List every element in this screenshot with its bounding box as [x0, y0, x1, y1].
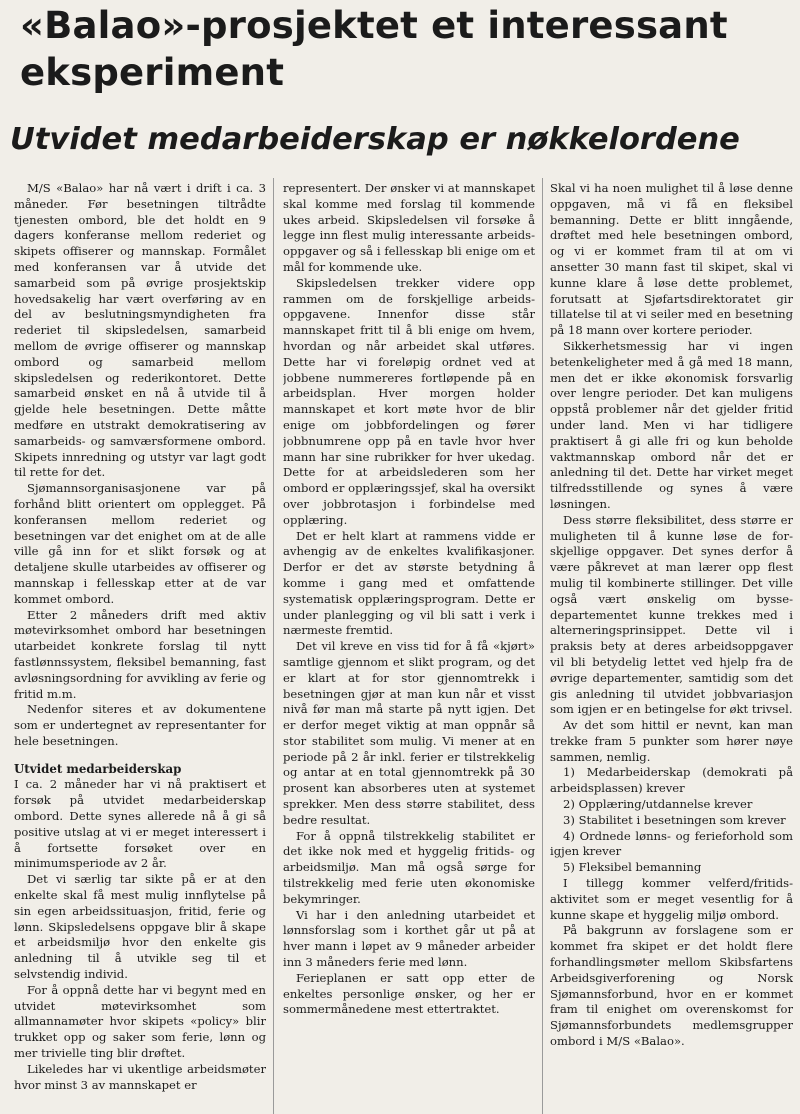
- column-divider: [273, 178, 274, 1114]
- list-item: 4) Ordnede lønns- og ferieforhold som igjen krever: [550, 828, 793, 859]
- paragraph: Skipsledelsen trekker videre opp rammen om de forskjellige arbeidsoppgavene. Innenfor disse står mannskapet fritt til å bli enige om hvem, hvordan og når arbeidet skal utføres. Dette har vi foreløpig ordnet ved at jobbene nummereres fortløpende på en arbeidsplan. Hver morgen holder mannskapet et kort møte hvor de blir enige om jobbfordelingen og fører jobbnumrene opp på en tavle hvor hver mann har sine rubrikker for hver ukedag. Dette for at arbeidslederen som her ombord er opplæringssjef, skal ha oversikt over jobbrotasjon i forbindelse med opplæring.: [283, 275, 535, 527]
- article-column-1: [14, 181, 266, 1111]
- section-heading: Utvidet medarbeiderskap: [14, 761, 182, 776]
- title-line-1: «Balao»-prosjektet et interessant: [20, 4, 728, 47]
- paragraph: Det vi særlig tar sikte på er at den enkelte skal få mest mulig innflytelse på sin egen arbeidssituasjon, fritid, ferie og lønn. Skipsledelsens oppgave blir å skape et arbeidsmiljø hvor den enkelte gis anledning til å utvikle seg til et selvstendig individ.: [14, 872, 266, 982]
- paragraph: For å oppnå dette har vi begynt med en utvidet møtevirksomhet som allmannamøter hvor skipets «policy» blir trukket opp og saker som ferie, lønn og mer trivielle ting blir drøftet.: [14, 982, 266, 1061]
- article-title: [20, 2, 800, 96]
- column-divider: [542, 178, 543, 1114]
- article-column-2: [283, 181, 535, 1111]
- paragraph: I ca. 2 måneder har vi nå praktisert et forsøk på utvidet medarbeiderskap ombord. Dette synes allerede nå å gi så positive utslag at vi er meget interessert i å fortsette forsøket over en minimumsperiode av 2 år.: [14, 777, 266, 871]
- list-item: 5) Fleksibel bemanning: [563, 860, 702, 875]
- paragraph: I tillegg kommer velferd/fritidsaktivitet som er meget vesentlig for å kunne skape et hyggelig miljø ombord.: [550, 876, 793, 922]
- paragraph: Det vil kreve en viss tid for å få «kjørt» samtlige gjennom et slikt program, og det er klart at for stor gjennomtrekk i besetningen gjør at man kun når et visst nivå før man må starte på nytt igjen. Det er derfor meget viktig at man oppnår så stor stabilitet som mulig. Vi mener at en periode på 2 år inkl. ferier er tilstrekkelig og antar at en total gjennomtrekk på 30 prosent kan absorberes uten at systemet sprekker. Men dess større stabilitet, dess bedre resultat.: [283, 639, 535, 827]
- paragraph: Likeledes har vi ukentlige arbeidsmøter hvor minst 3 av mannskapet er: [14, 1061, 266, 1092]
- paragraph: Vi har i den anledning utarbeidet et lønnsforslag som i korthet går ut på at hver mann i løpet av 9 måneder arbeider inn 3 måneders ferie med lønn.: [283, 907, 535, 970]
- paragraph: På bakgrunn av forslagene som er kommet fra skipet er det holdt flere forhandlingsmøter mellom Skibsfartens Arbeidsgiverforening og Norsk Sjømannsforbund, hvor en er kommet fram til enighet om overenskomst for Sjømannsforbundets medlemsgrupper ombord i M/S «Balao».: [550, 923, 793, 1049]
- paragraph: M/S «Balao» har nå vært i drift i ca. 3 måneder. Før besetningen tiltrådte tjenesten ombord, ble det holdt en 9 dagers konferanse mellom rederiet og skipets offiserer og mannskap. Formålet med konferansen var å utvide det samarbeid som på øvrige prosjektskip hovedsakelig har vært overføring av en del av beslutningsmyndigheten fra rederiet til skipsledelsen, samarbeid mellom de øvrige offiserer og mannskap ombord og samarbeid mellom skipsledelsen og rederikontoret. Dette samarbeid ønsket en nå å utvide til å gjelde hele besetningen. Dette måtte medføre en utstrakt demokratisering av samarbeids- og samværsformene ombord. Skipets innredning og utstyr var lagt godt til rette for det.: [14, 181, 266, 480]
- paragraph: Dess større fleksibilitet, dess større er muligheten til å kunne løse de forskjellige oppgaver. Det synes derfor å være påkrevet at man lærer opp flest mulig til kombinerte stillinger. Det ville også vært ønskelig om byssedepartementet kunne trekkes med i alterneringsprinsippet. Dette vil i praksis bety at deres arbeidsoppgaver vil bli betydelig lettet ved hjelp fra de øvrige departementer, samtidig som det gis anledning til utvidet jobbvariasjon som igjen er en betingelse for økt trivsel.: [550, 512, 793, 717]
- article-subtitle: Utvidet medarbeiderskap er nøkkelordene: [10, 122, 740, 157]
- points-list: [550, 765, 793, 876]
- list-item: 1) Medarbeiderskap (demokrati på arbeidsplassen) krever: [550, 765, 793, 796]
- paragraph: Ferieplanen er satt opp etter de enkeltes personlige ønsker, og her er sommermånedene mest ettertraktet.: [283, 970, 535, 1017]
- list-item: 3) Stabilitet i besetningen som krever: [563, 812, 786, 827]
- paragraph: Det er helt klart at rammens vidde er avhengig av de enkeltes kvalifikasjoner. Derfor er det av største betydning å komme i gang med et omfattende systematisk opplæringsprogram. Dette er under planlegging og vil bli satt i verk i nærmeste fremtid.: [283, 528, 535, 638]
- paragraph: Av det som hittil er nevnt, kan man trekke fram 5 punkter som hører nøye sammen, nemlig.: [550, 718, 793, 764]
- article-column-3: [550, 181, 793, 1111]
- paragraph: representert. Der ønsker vi at mannskapet skal komme med forslag til kommende ukes arbeid. Skipsledelsen vil forsøke å legge inn flest mulig interessante arbeidsoppgaver og så i fellesskap bli enige om et mål for kommende uke.: [283, 181, 535, 274]
- paragraph: Skal vi ha noen mulighet til å løse denne oppgaven, må vi få en fleksibel bemanning. Dette er blitt inngående, drøftet med hele besetningen ombord, og vi er kommet fram til at om vi ansetter 30 mann fast til skipet, skal vi kunne klare å løse dette problemet, forutsatt at Sjøfartsdirektoratet gir tillatelse til at vi seiler med en besetning på 18 mann over kortere perioder.: [550, 181, 793, 338]
- paragraph: Etter 2 måneders drift med aktiv møtevirksomhet ombord har besetningen utarbeidet konkrete forslag til nytt fastlønnssystem, fleksibel bemanning, fast avløsningsordning for avvikling av ferie og fritid m.m.: [14, 607, 266, 701]
- list-item: 2) Opplæring/utdannelse krever: [563, 797, 753, 812]
- title-line-2: eksperiment: [20, 51, 285, 94]
- paragraph: Nedenfor siteres et av dokumentene som er undertegnet av representanter for hele besetningen.: [14, 702, 266, 748]
- paragraph: For å oppnå tilstrekkelig stabilitet er det ikke nok med et hyggelig fritids- og arbeidsmiljø. Man må også sørge for tilstrekkelig med ferie uten økonomiske bekymringer.: [283, 828, 535, 906]
- paragraph: Sikkerhetsmessig har vi ingen betenkeligheter med å gå med 18 mann, men det er ikke økonomisk forsvarlig over lengre perioder. Det kan muligens oppstå problemer når det gjelder fritid under land. Men vi har tidligere praktisert å gi alle fri og kun beholde vaktmannskap ombord når det er anledning til det. Dette har virket meget tilfredsstillende og synes å være løsningen.: [550, 338, 793, 511]
- paragraph: Sjømannsorganisasjonene var på forhånd blitt orientert om opplegget. På konferansen mellom rederiet og besetningen var det enighet om at de alle ville gå inn for et slikt forsøk og at detaljene skulle utarbeides av offiserer og mannskap i fellesskap etter at de var kommet ombord.: [14, 481, 266, 606]
